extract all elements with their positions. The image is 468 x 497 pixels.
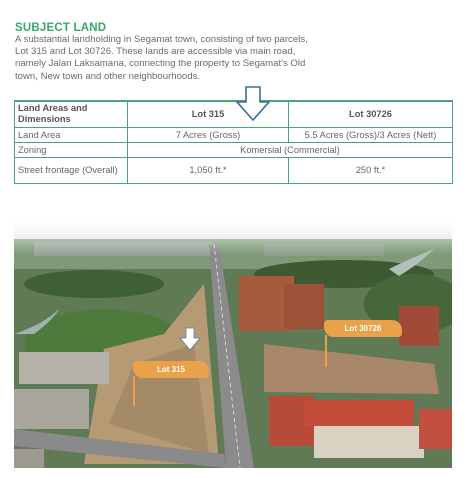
- aerial-photo: [14, 214, 452, 468]
- land-table: [14, 100, 453, 184]
- cell-zoning: Komersial (Commercial): [128, 143, 453, 158]
- cell-frontage-30726: 250 ft.*: [289, 158, 453, 184]
- header-lot-315: Lot 315: [128, 101, 289, 128]
- tag-lot-315: Lot 315: [133, 361, 209, 378]
- row-label-land-area: Land Area: [15, 128, 128, 143]
- table-row: [15, 143, 453, 158]
- tag-pin-lot-30726: [325, 335, 327, 367]
- table-header-row: [15, 101, 453, 128]
- header-lot-30726: Lot 30726: [289, 101, 453, 128]
- row-label-zoning: Zoning: [15, 143, 128, 158]
- table-row: [15, 128, 453, 143]
- row-label-street-frontage: Street frontage (Overall): [15, 158, 128, 184]
- cell-frontage-315: 1,050 ft.*: [128, 158, 289, 184]
- cell-land-area-315: 7 Acres (Gross): [128, 128, 289, 143]
- table-row: [15, 158, 453, 184]
- section-description: A substantial landholding in Segamat town, consisting of two parcels, Lot 315 and Lot 30726. These lands are accessible via main road, namely Jalan Laksamana, connecting the property to Segamat's Old town, New town and other neighbourhoods.: [15, 34, 308, 82]
- tag-pin-lot-315: [133, 376, 135, 406]
- header-land-areas: Land Areas and Dimensions: [15, 101, 128, 128]
- cell-land-area-30726: 5.5 Acres (Gross)/3 Acres (Nett): [289, 128, 453, 143]
- down-arrow-icon: [236, 86, 270, 122]
- section-title: SUBJECT LAND: [15, 22, 107, 34]
- tag-lot-30726: Lot 30726: [324, 320, 402, 337]
